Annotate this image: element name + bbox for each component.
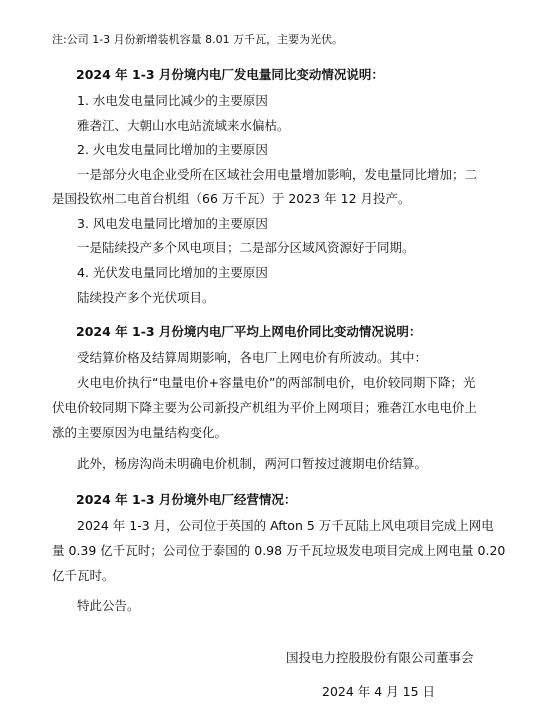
section-heading-price: 2024 年 1-3 月份境内电厂平均上网电价同比变动情况说明： [76,324,422,339]
overseas-paragraph-line-3: 亿千瓦时。 [52,568,115,583]
capacity-note: 注:公司 1-3 月份新增装机容量 8.01 万千瓦，主要为光伏。 [52,33,344,46]
item-text-thermal-1: 一是部分火电企业受所在区域社会用电量增加影响，发电量同比增加；二 [77,167,478,182]
item-title-solar: 4. 光伏发电量同比增加的主要原因 [77,265,268,280]
item-text-solar: 陆续投产多个光伏项目。 [77,290,215,305]
item-text-thermal-2: 是国投钦州二电首台机组（66 万千瓦）于 2023 年 12 月投产。 [52,191,411,206]
price-paragraph-3: 此外，杨房沟尚未明确电价机制，两河口暂按过渡期电价结算。 [77,456,428,471]
item-text-wind: 一是陆续投产多个风电项目；二是部分区域风资源好于同期。 [77,240,415,255]
item-title-hydro: 1. 水电发电量同比减少的主要原因 [77,93,268,108]
price-paragraph-2-line-1: 火电电价执行“电量电价+容量电价”的两部制电价，电价较同期下降；光 [77,375,476,390]
price-paragraph-2-line-2: 伏电价较同期下降主要为公司新投产机组为平价上网项目；雅砻江水电电价上 [52,400,478,415]
item-title-wind: 3. 风电发电量同比增加的主要原因 [77,216,268,231]
closing-text: 特此公告。 [77,598,140,613]
item-text-hydro: 雅砻江、大朝山水电站流域来水偏枯。 [77,118,290,133]
overseas-paragraph-line-1: 2024 年 1-3 月，公司位于英国的 Afton 5 万千瓦陆上风电项目完成上网电 [77,518,494,533]
section-heading-generation: 2024 年 1-3 月份境内电厂发电量同比变动情况说明： [76,67,384,82]
price-paragraph-2-line-3: 涨的主要原因为电量结构变化。 [52,425,228,440]
signature: 国投电力控股股份有限公司董事会 [286,650,474,665]
section-heading-overseas: 2024 年 1-3 月份境外电厂经营情况： [76,492,297,507]
overseas-paragraph-line-2: 量 0.39 亿千瓦时；公司位于泰国的 0.98 万千瓦垃圾发电项目完成上网电量 0.20 [52,543,506,558]
item-title-thermal: 2. 火电发电量同比增加的主要原因 [77,142,268,157]
announcement-date: 2024 年 4 月 15 日 [322,684,436,699]
price-paragraph-1: 受结算价格及结算周期影响，各电厂上网电价有所波动。其中： [77,350,428,365]
